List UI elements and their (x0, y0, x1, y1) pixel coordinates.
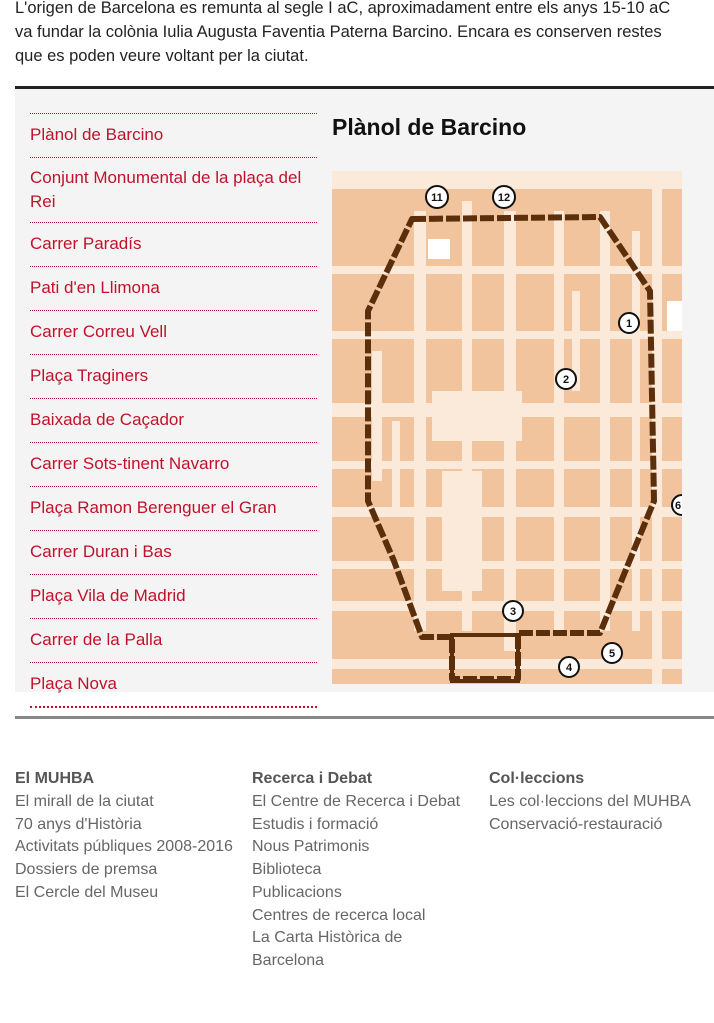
menu-item-carrer-paradis[interactable]: Carrer Paradís (30, 223, 317, 267)
footer-heading: El MUHBA (15, 770, 95, 787)
svg-text:11: 11 (431, 192, 443, 204)
svg-text:3: 3 (509, 606, 517, 618)
footer-link[interactable]: Dossiers de premsa (15, 861, 158, 879)
intro-text (15, 0, 714, 68)
menu-item-planol[interactable]: Plànol de Barcino (30, 114, 317, 158)
menu-item-pati-llimona[interactable]: Pati d'en Llimona (30, 267, 317, 311)
svg-text:4: 4 (565, 662, 573, 674)
svg-text:5: 5 (608, 648, 616, 660)
footer-link[interactable]: Activitats públiques 2008-2016 (15, 838, 233, 856)
map-marker-5[interactable] (602, 643, 622, 663)
footer-link[interactable]: Estudis i formació (252, 815, 379, 833)
menu-item-correu-vell[interactable]: Carrer Correu Vell (30, 311, 317, 355)
footer-link[interactable]: El Cercle del Museu (15, 883, 159, 901)
footer-column-colleccions (489, 768, 709, 836)
svg-text:2: 2 (562, 374, 570, 386)
menu-item-carrer-de-la-palla[interactable]: Carrer de la Palla (30, 619, 317, 663)
footer-link[interactable]: 70 anys d'Història (15, 815, 142, 833)
footer-link[interactable]: Conservació-restauració (489, 815, 663, 833)
barcino-panel (15, 89, 714, 692)
footer-link[interactable]: Les col·leccions del MUHBA (489, 793, 691, 810)
footer-column-recerca (252, 768, 472, 973)
svg-text:1: 1 (625, 318, 633, 330)
menu-item-placa-nova[interactable]: Plaça Nova (30, 663, 317, 708)
menu-item-duran-i-bas[interactable]: Carrer Duran i Bas (30, 531, 317, 575)
intro-line: que es poden veure voltant per la ciutat. (15, 47, 309, 65)
menu-item-sots-tinent-navarro[interactable]: Carrer Sots-tinent Navarro (30, 443, 317, 487)
footer-heading: Col·leccions (489, 770, 585, 787)
footer-link[interactable]: Centres de recerca local (252, 906, 426, 924)
footer-link[interactable]: Biblioteca (252, 861, 322, 879)
map-marker-11[interactable] (426, 186, 448, 208)
map-marker-4[interactable] (559, 657, 579, 677)
intro-line: L'origen de Barcelona es remunta al segle I aC, aproximadament entre els anys 15-10 aC (15, 0, 671, 17)
footer-link[interactable]: Nous Patrimonis (252, 838, 370, 856)
map-marker-3[interactable] (503, 601, 523, 621)
footer-divider (15, 716, 714, 719)
footer-link[interactable]: El mirall de la ciutat (15, 793, 154, 810)
footer-column-muhba (15, 768, 235, 905)
menu-item-placa-del-rei[interactable]: Conjunt Monumental de la plaça del Rei (30, 158, 317, 223)
barcino-map[interactable] (332, 171, 682, 684)
menu-item-ramon-berenguer[interactable]: Plaça Ramon Berenguer el Gran (30, 487, 317, 531)
map-title: Plànol de Barcino (332, 114, 527, 140)
footer-heading: Recerca i Debat (252, 770, 373, 787)
menu-item-placa-traginers[interactable]: Plaça Traginers (30, 355, 317, 399)
map-marker-1[interactable] (619, 313, 639, 333)
svg-text:6: 6 (674, 500, 682, 512)
svg-text:12: 12 (497, 192, 511, 204)
footer-link[interactable]: Publicacions (252, 883, 342, 901)
menu-item-baixada-cacador[interactable]: Baixada de Caçador (30, 399, 317, 443)
map-marker-2[interactable] (556, 369, 576, 389)
footer-link[interactable]: La Carta Històrica de Barcelona (252, 929, 403, 969)
footer-link[interactable]: El Centre de Recerca i Debat (252, 793, 461, 810)
map-marker-12[interactable] (493, 186, 515, 208)
menu-item-vila-de-madrid[interactable]: Plaça Vila de Madrid (30, 575, 317, 619)
sites-menu (30, 113, 317, 708)
intro-line: va fundar la colònia Iulia Augusta Faventia Paterna Barcino. Encara es conserven restes (15, 23, 662, 41)
